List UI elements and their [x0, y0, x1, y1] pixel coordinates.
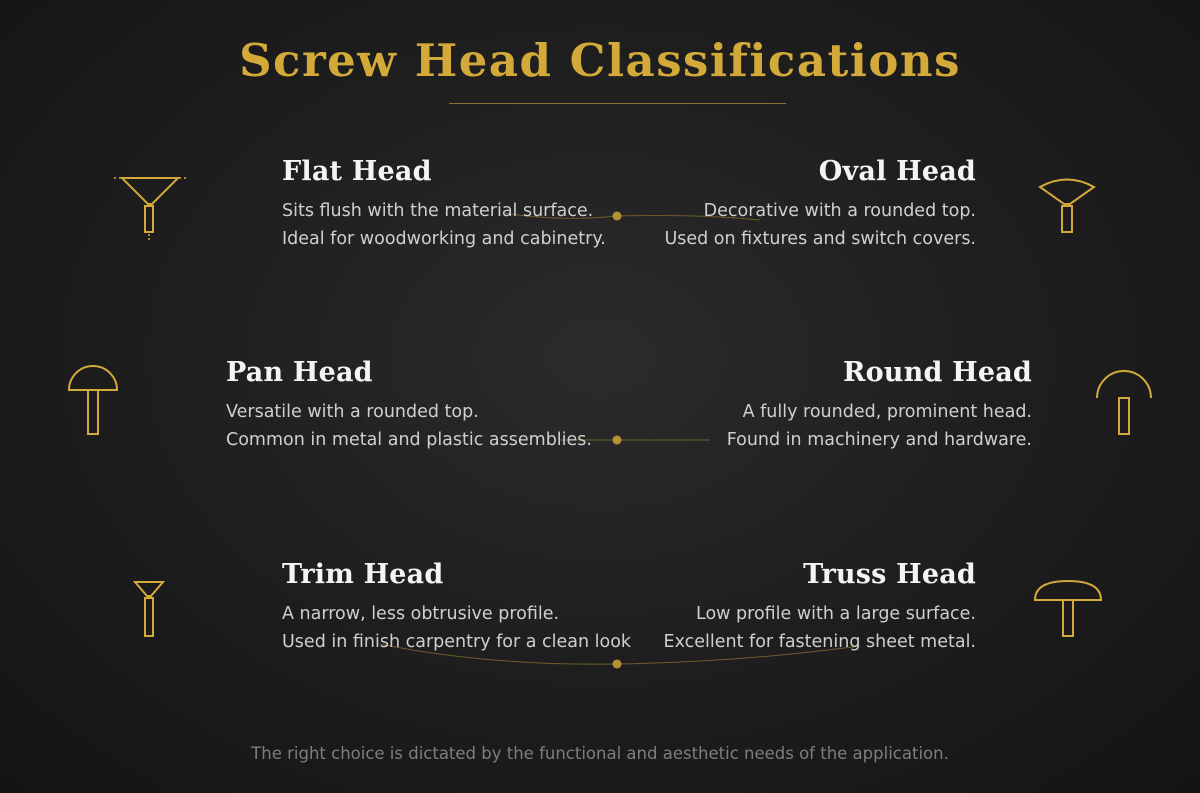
round-head-line1: A fully rounded, prominent head. [742, 402, 1032, 422]
pan-head-screw-icon [66, 364, 120, 438]
flat-head-line1: Sits flush with the material surface. [282, 201, 594, 221]
pan-head-block [226, 357, 606, 454]
round-head-screw-icon [1094, 368, 1154, 438]
oval-head-line2: Used on fixtures and switch covers. [664, 229, 976, 249]
flat-head-screw-icon [110, 172, 190, 246]
trim-head-screw-icon [132, 578, 166, 640]
flat-head-title: Flat Head [282, 156, 432, 187]
footer-note: The right choice is dictated by the functional and aesthetic needs of the application. [251, 744, 949, 763]
trim-head-line2: Used in finish carpentry for a clean look [282, 632, 632, 652]
truss-head-screw-icon [1032, 578, 1104, 642]
oval-head-line1: Decorative with a rounded top. [703, 201, 976, 221]
round-head-line2: Found in machinery and hardware. [726, 430, 1032, 450]
oval-head-block [596, 156, 976, 253]
trim-head-line1: A narrow, less obtrusive profile. [282, 604, 560, 624]
connector-dot-row3 [613, 660, 622, 669]
connector-dot-row2 [613, 436, 622, 445]
truss-head-title: Truss Head [803, 559, 976, 590]
round-head-title: Round Head [842, 357, 1032, 388]
round-head-block [652, 357, 1032, 454]
flat-head-line2: Ideal for woodworking and cabinetry. [282, 229, 606, 249]
pan-head-line2: Common in metal and plastic assemblies. [226, 430, 592, 450]
trim-head-title: Trim Head [282, 559, 444, 590]
page-title: Screw Head Classifications [239, 34, 961, 87]
oval-head-screw-icon [1036, 174, 1100, 238]
pan-head-title: Pan Head [226, 357, 373, 388]
truss-head-line2: Excellent for fastening sheet metal. [663, 632, 976, 652]
oval-head-title: Oval Head [818, 156, 976, 187]
truss-head-block [596, 559, 976, 656]
truss-head-line1: Low profile with a large surface. [696, 604, 976, 624]
pan-head-line1: Versatile with a rounded top. [226, 402, 479, 422]
